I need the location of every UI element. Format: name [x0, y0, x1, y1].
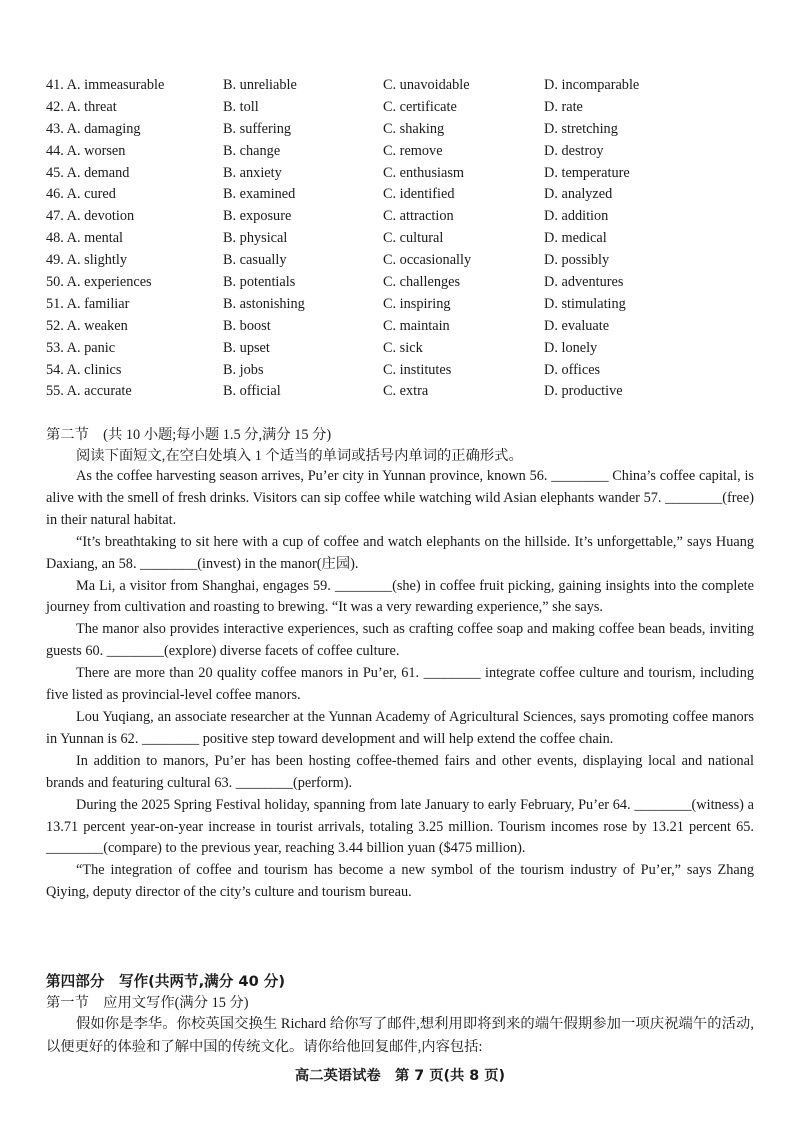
section2-instruction: 阅读下面短文,在空白处填入 1 个适当的单词或括号内单词的正确形式。: [76, 448, 523, 464]
option-d: D. destroy: [544, 142, 604, 159]
option-b: B. physical: [223, 230, 288, 247]
option-c: C. unavoidable: [383, 77, 470, 93]
page-footer: 高二英语试卷 第 7 页(共 8 页): [294, 1068, 506, 1084]
option-c: C. shaking: [383, 120, 445, 137]
option-b: B. change: [223, 142, 281, 159]
option-a: 46. A. cured: [46, 186, 116, 203]
option-c: C. certificate: [383, 98, 457, 115]
option-d: D. offices: [544, 361, 601, 378]
option-row: [46, 360, 766, 382]
option-b: B. jobs: [223, 361, 264, 378]
option-c: C. challenges: [383, 274, 461, 291]
option-c: C. sick: [383, 339, 423, 356]
option-a: 45. A. demand: [46, 164, 130, 181]
option-b: B. upset: [223, 339, 270, 356]
option-d: D. possibly: [544, 252, 610, 269]
part4-heading: 第四部分 写作(共两节,满分 40 分): [46, 973, 286, 990]
option-a: 50. A. experiences: [46, 274, 152, 291]
option-b: B. examined: [223, 186, 296, 203]
option-a: 47. A. devotion: [46, 208, 135, 225]
option-row: [46, 75, 766, 97]
option-b: B. casually: [223, 252, 287, 269]
option-d: D. adventures: [544, 274, 624, 291]
passage-paragraph: Ma Li, a visitor from Shanghai, engages 59. ________(she) in coffee fruit picking, gaining insights into the complete journey from cultivation and roasting to brewing. “It was a very rewarding experience,” she says.: [46, 577, 754, 616]
option-d: D. rate: [544, 98, 583, 115]
option-row: [46, 184, 766, 206]
option-d: D. incomparable: [544, 77, 640, 93]
option-a: 52. A. weaken: [46, 317, 128, 334]
option-b: B. suffering: [223, 120, 292, 137]
option-row: [46, 338, 766, 360]
grammar-fill-passage: [46, 466, 754, 904]
option-c: C. institutes: [383, 361, 452, 378]
passage-paragraph: During the 2025 Spring Festival holiday, spanning from late January to early February, Pu’er 64. ________(witness) a 13.71 percent year-on-year increase in tourist arrivals, totaling 3.25 million. Tourism incomes rose by 13.21 percent 65. ________(compare) to the previous year, reaching 3.44 billion yuan ($475 million).: [46, 796, 754, 857]
passage-paragraph: Lou Yuqiang, an associate researcher at the Yunnan Academy of Agricultural Sciences, says promoting coffee manors in Yunnan is 62. ________ positive step toward development and will help extend the coffee chain.: [46, 708, 754, 747]
option-b: B. boost: [223, 317, 271, 334]
cloze-options-list: [46, 75, 766, 403]
option-d: D. evaluate: [544, 317, 610, 334]
option-c: C. extra: [383, 383, 429, 400]
option-row: [46, 206, 766, 228]
option-row: [46, 316, 766, 338]
option-b: B. anxiety: [223, 164, 282, 181]
passage-paragraph: “It’s breathtaking to sit here with a cup of coffee and watch elephants on the hillside. It’s unforgettable,” says Huang Daxiang, an 58. ________(invest) in the manor(庄园).: [46, 533, 754, 572]
option-row: [46, 381, 766, 403]
option-row: [46, 141, 766, 163]
option-row: [46, 163, 766, 185]
option-d: D. stimulating: [544, 295, 626, 312]
option-a: 43. A. damaging: [46, 120, 141, 137]
option-row: [46, 272, 766, 294]
option-d: D. medical: [544, 230, 607, 247]
passage-paragraph: “The integration of coffee and tourism has become a new symbol of the tourism industry of Pu’er,” says Zhang Qiying, deputy director of the city’s culture and tourism bureau.: [46, 862, 754, 901]
option-b: B. astonishing: [223, 295, 305, 312]
option-b: B. toll: [223, 98, 259, 115]
option-d: D. lonely: [544, 339, 598, 356]
option-b: B. official: [223, 383, 281, 400]
option-c: C. maintain: [383, 317, 450, 334]
option-c: C. remove: [383, 142, 443, 159]
option-d: D. stretching: [544, 120, 618, 137]
option-a: 54. A. clinics: [46, 361, 122, 378]
option-d: D. temperature: [544, 164, 630, 181]
passage-paragraph: The manor also provides interactive experiences, such as crafting coffee soap and making coffee bean beads, inviting guests 60. ________(explore) diverse facets of coffee culture.: [46, 621, 754, 660]
option-a: 44. A. worsen: [46, 142, 126, 159]
writing-task-prompt: 假如你是李华。你校英国交换生 Richard 给你写了邮件,想利用即将到来的端午假期参加一项庆祝端午的活动,以便更好的体验和了解中国的传统文化。请你给他回复邮件,内容包括:: [46, 1016, 754, 1055]
option-row: [46, 250, 766, 272]
option-row: [46, 119, 766, 141]
option-d: D. analyzed: [544, 186, 613, 203]
option-a: 49. A. slightly: [46, 252, 128, 269]
option-b: B. exposure: [223, 208, 292, 225]
part4-section1-heading: 第一节 应用文写作(满分 15 分): [46, 995, 249, 1011]
option-a: 55. A. accurate: [46, 383, 132, 400]
option-c: C. occasionally: [383, 252, 472, 269]
option-a: 42. A. threat: [46, 98, 117, 115]
option-a: 41. A. immeasurable: [46, 77, 165, 93]
option-row: [46, 228, 766, 250]
passage-paragraph: There are more than 20 quality coffee manors in Pu’er, 61. ________ integrate coffee culture and tourism, including five listed as provincial-level coffee manors.: [46, 665, 754, 704]
option-c: C. identified: [383, 186, 455, 203]
option-c: C. enthusiasm: [383, 164, 465, 181]
option-row: [46, 294, 766, 316]
option-a: 48. A. mental: [46, 230, 124, 247]
passage-paragraph: In addition to manors, Pu’er has been hosting coffee-themed fairs and other events, displaying local and national brands and featuring cultural 63. ________(perform).: [46, 752, 754, 791]
option-d: D. addition: [544, 208, 609, 225]
option-c: C. attraction: [383, 208, 454, 225]
option-c: C. inspiring: [383, 295, 451, 312]
option-a: 51. A. familiar: [46, 295, 130, 312]
option-row: [46, 97, 766, 119]
section2-heading: 第二节 (共 10 小题;每小题 1.5 分,满分 15 分): [46, 427, 332, 443]
option-a: 53. A. panic: [46, 339, 116, 356]
option-c: C. cultural: [383, 230, 444, 247]
option-b: B. unreliable: [223, 77, 297, 93]
option-b: B. potentials: [223, 274, 296, 291]
passage-paragraph: As the coffee harvesting season arrives, Pu’er city in Yunnan province, known 56. ________ China’s coffee capital, is alive with the smell of fresh drinks. Visitors can sip coffee while watching wild Asian elephants wander 57. ________(free) in their natural habitat.: [46, 468, 754, 528]
option-d: D. productive: [544, 383, 623, 400]
